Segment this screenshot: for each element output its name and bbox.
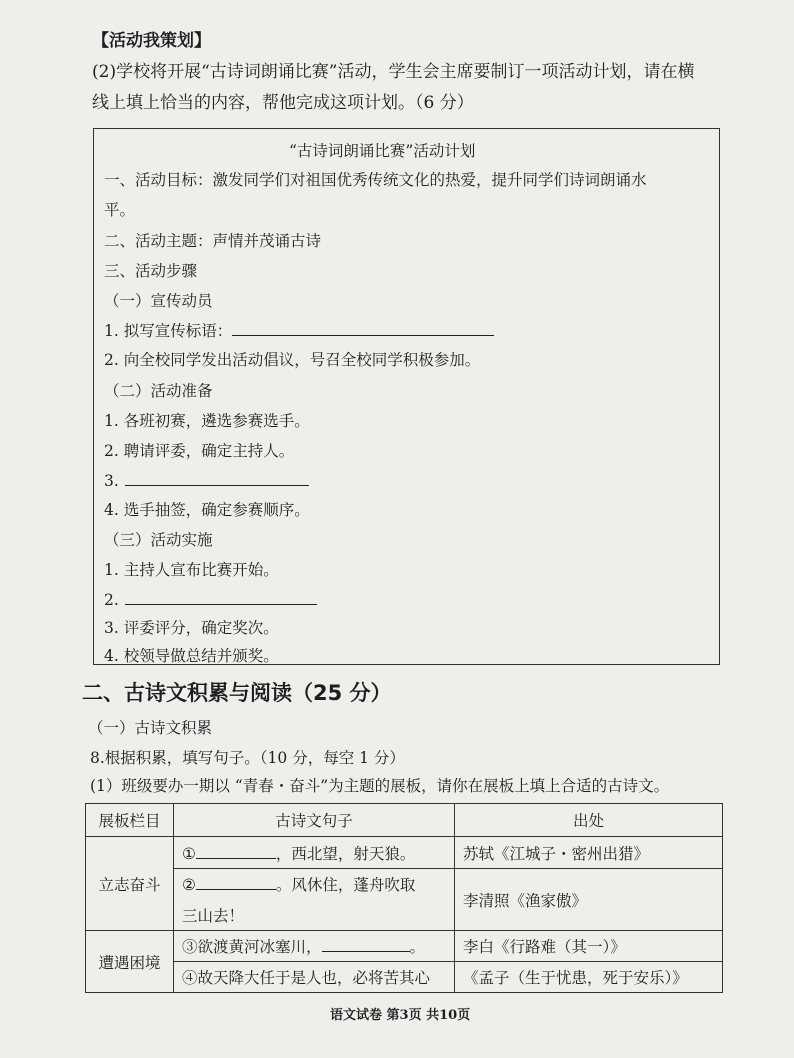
question-8: 8.根据积累，填写句子。（10 分，每空 1 分） — [90, 749, 405, 767]
question-8-1: (1）班级要办一期以 “青春・奋斗”为主题的展板，请你在展板上填上合适的古诗文。 — [90, 777, 670, 795]
plan-steps: 三、活动步骤 — [104, 262, 198, 280]
row-2-text: 。风休住，蓬舟吹取 — [275, 876, 416, 895]
plan-title: “古诗词朗诵比赛”活动计划 — [289, 142, 476, 160]
row-2-sentence — [174, 869, 455, 900]
plan-item-draw: 4. 选手抽签，确定参赛顺序。 — [104, 501, 310, 519]
row-3-source: 李白《行路难（其一）》 — [455, 931, 723, 962]
header-column: 展板栏目 — [86, 804, 174, 837]
slogan-blank[interactable] — [232, 321, 494, 336]
plan-item-prep-3 — [104, 471, 309, 491]
group-adversity: 遭遇困境 — [86, 931, 174, 993]
plan-sub-implementation: （三）活动实施 — [104, 531, 213, 549]
plan-item-slogan-label: 1. 拟写宣传标语： — [104, 322, 233, 340]
plan-item-awards: 4. 校领导做总结并颁奖。 — [104, 647, 279, 665]
page-footer: 语文试卷 第3页 共10页 — [330, 1008, 471, 1023]
row-3-blank[interactable] — [322, 937, 410, 952]
row-1-source: 苏轼《江城子・密州出猎》 — [455, 837, 723, 869]
group-aspiration: 立志奋斗 — [86, 837, 174, 931]
row-2-source: 李清照《渔家傲》 — [455, 869, 723, 931]
plan-goal-line-2: 平。 — [104, 201, 136, 219]
question-line-2: 线上填上恰当的内容，帮他完成这项计划。（6 分） — [92, 93, 474, 113]
row-2-sentence-cont: 三山去！ — [174, 900, 455, 931]
row-4-sentence: ④故天降大任于是人也，必将苦其心 — [174, 962, 455, 993]
plan-item-proposal: 2. 向全校同学发出活动倡议，号召全校同学积极参加。 — [104, 351, 481, 369]
row-3-text: ③欲渡黄河冰塞川， — [182, 938, 322, 956]
plan-item-slogan — [104, 321, 494, 341]
table-row — [86, 962, 723, 993]
plan-item-prep-3-label: 3. — [104, 472, 119, 490]
table-row — [86, 931, 723, 962]
row-1-mark: ① — [182, 844, 196, 863]
row-1-blank[interactable] — [196, 844, 276, 859]
plan-theme: 二、活动主题：声情并茂诵古诗 — [104, 232, 322, 250]
section-2-title: 二、古诗文积累与阅读（25 分） — [82, 681, 392, 705]
plan-goal-line-1: 一、活动目标：激发同学们对祖国优秀传统文化的热爱，提升同学们诗词朗诵水 — [104, 171, 647, 189]
plan-item-impl-2-label: 2. — [104, 591, 119, 609]
row-1-sentence — [174, 837, 455, 869]
header-sentence: 古诗文句子 — [174, 804, 455, 837]
table-row — [86, 837, 723, 869]
table-row — [86, 869, 723, 900]
prep-3-blank[interactable] — [125, 471, 309, 486]
section-2-sub: （一）古诗文积累 — [88, 719, 213, 737]
exhibition-table — [85, 803, 723, 993]
plan-item-scoring: 3. 评委评分，确定奖次。 — [104, 619, 279, 637]
row-2-mark: ② — [182, 876, 196, 895]
row-3-sentence — [174, 931, 455, 962]
header-source: 出处 — [455, 804, 723, 837]
section-tag: 【活动我策划】 — [92, 31, 211, 51]
plan-item-impl-2 — [104, 590, 317, 610]
table-header-row — [86, 804, 723, 837]
row-4-source: 《孟子（生于忧患，死于安乐）》 — [455, 962, 723, 993]
row-3-end: 。 — [409, 938, 426, 956]
plan-item-host: 1. 主持人宣布比赛开始。 — [104, 561, 279, 579]
impl-2-blank[interactable] — [125, 590, 317, 605]
plan-item-judges: 2. 聘请评委，确定主持人。 — [104, 442, 295, 460]
plan-item-prelim: 1. 各班初赛，遴选参赛选手。 — [104, 412, 310, 430]
question-line-1: (2)学校将开展“古诗词朗诵比赛”活动，学生会主席要制订一项活动计划，请在横 — [92, 62, 695, 82]
plan-sub-publicity: （一）宣传动员 — [104, 292, 213, 310]
row-2-blank[interactable] — [196, 875, 276, 890]
row-1-text: ，西北望，射天狼。 — [275, 844, 416, 863]
plan-sub-preparation: （二）活动准备 — [104, 382, 213, 400]
